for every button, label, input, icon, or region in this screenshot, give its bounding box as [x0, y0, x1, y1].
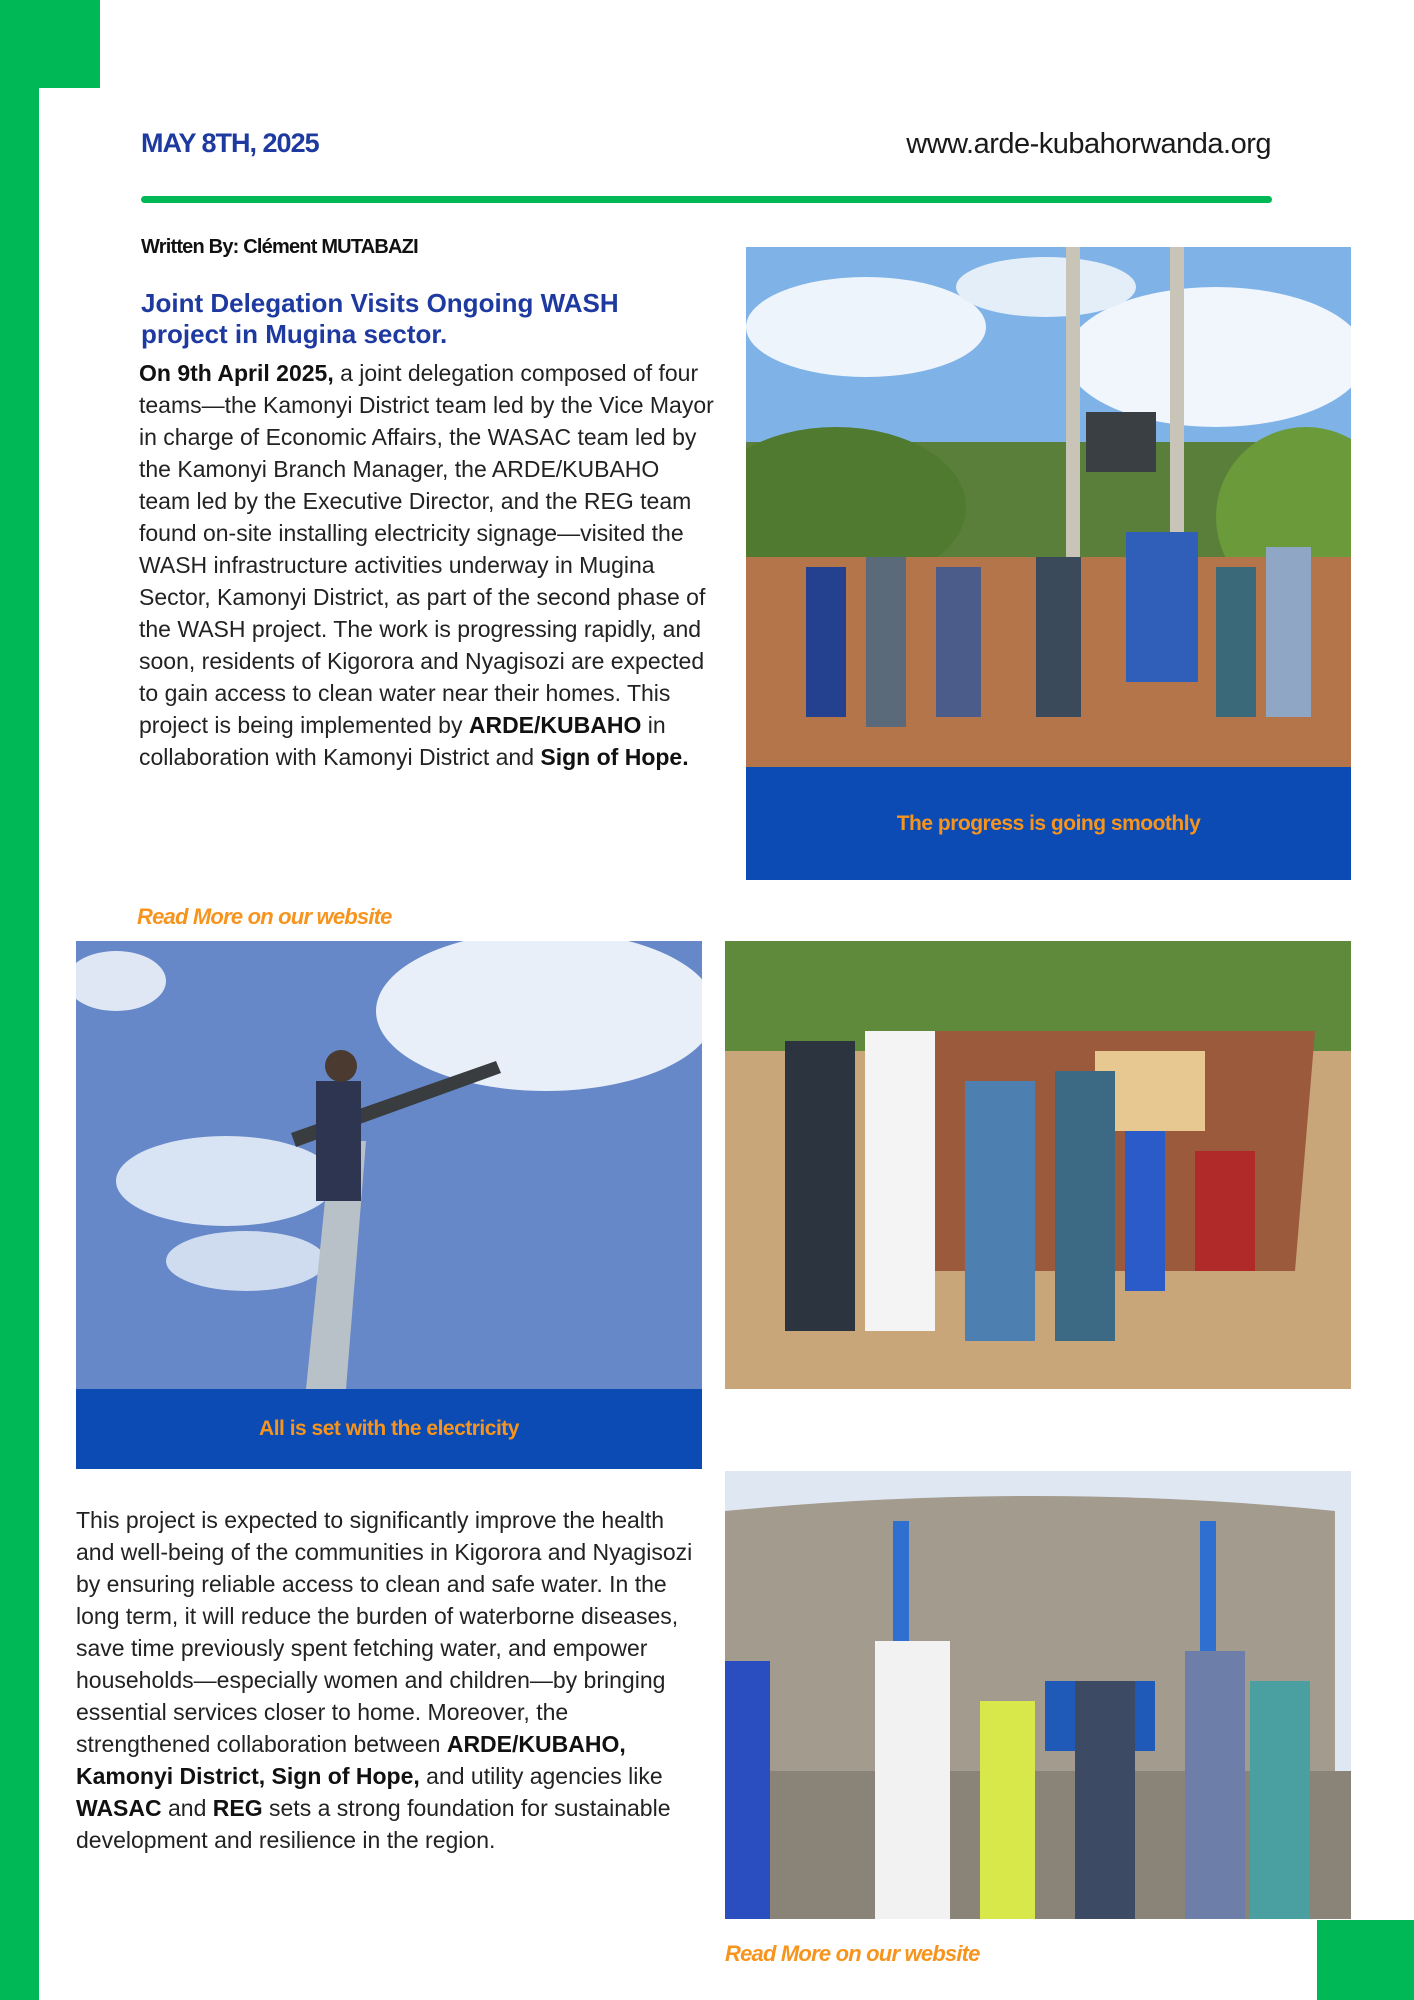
partner-orgs: ARDE/KUBAHO, Kamonyi District, Sign of Hope, — [76, 1731, 626, 1789]
corner-green-block — [1317, 1920, 1414, 2000]
photo-water-reservoir — [725, 1471, 1351, 1919]
org-reg: REG — [212, 1795, 263, 1821]
website-url[interactable]: www.arde-kubahorwanda.org — [906, 128, 1271, 160]
article-paragraph-1: On 9th April 2025, a joint delegation composed of four teams—the Kamonyi District team led by the Vice Mayor in charge of Economic Affairs, the WASAC team led by the Kamonyi Branch Manager, the ARDE/KUBAHO team led by the Executive Director, and the REG team found on-site installing electricity signage—visited the WASH infrastructure activities underway in Mugina Sector, Kamonyi District, as part of the second phase of the WASH project. The work is progressing rapidly, and soon, residents of Kigorora and Nyagisozi are expected to gain access to clean water near their homes. This project is being implemented by ARDE/KUBAHO in collaboration with Kamonyi District and Sign of Hope. — [139, 360, 714, 770]
top-green-tab — [0, 0, 100, 88]
photo-site-visit — [746, 247, 1351, 767]
article-headline: Joint Delegation Visits Ongoing WASH project in Mugina sector. — [141, 288, 619, 349]
org-sign-of-hope: Sign of Hope. — [540, 744, 689, 770]
photo-caption: The progress is going smoothly — [896, 811, 1201, 835]
issue-date: MAY 8TH, 2025 — [141, 128, 319, 158]
left-green-bar — [0, 0, 39, 2000]
org-arde: ARDE/KUBAHO — [468, 712, 642, 738]
read-more-link[interactable]: Read More on our website — [137, 904, 392, 929]
photo-pump-house — [725, 941, 1351, 1389]
photo-caption: All is set with the electricity — [259, 1417, 519, 1440]
lead-date: On 9th April 2025, — [139, 360, 334, 386]
read-more-link[interactable]: Read More on our website — [725, 1941, 980, 1966]
article-paragraph-2: This project is expected to significantly improve the health and well-being of the communities in Kigorora and Nyagisozi by ensuring reliable access to clean and safe water. In the long term, it will reduce the burden of waterborne diseases, save time previously spent fetching water, and empower households—especially women and children—by bringing essential services closer to home. Moreover, the strengthened collaboration between ARDE/KUBAHO, Kamonyi District, Sign of Hope, and utility agencies like WASAC and REG sets a strong foundation for sustainable development and resilience in the region. — [76, 1507, 693, 1853]
photo-caption-box — [746, 767, 1351, 880]
photo-electric-pole — [76, 941, 702, 1389]
org-wasac: WASAC — [76, 1795, 162, 1821]
author-byline: Written By: Clément MUTABAZI — [141, 236, 418, 258]
header-divider — [141, 196, 1272, 203]
photo-caption-box — [76, 1389, 702, 1469]
